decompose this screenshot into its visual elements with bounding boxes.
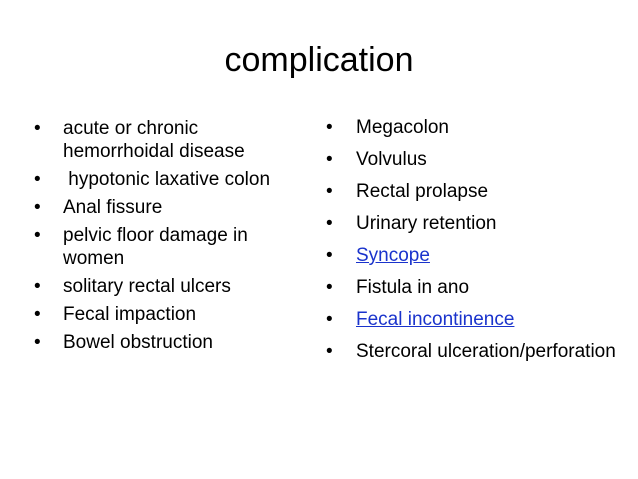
list-item-text: Fecal impaction: [63, 304, 197, 325]
bullet-icon: •: [326, 213, 333, 234]
list-item-text: Rectal prolapse: [356, 181, 489, 202]
list-item: [34, 331, 304, 354]
list-item-text: Urinary retention: [356, 213, 497, 234]
bullet-icon: •: [326, 277, 333, 298]
list-item-text: acute or chronic hemorrhoidal disease: [63, 118, 245, 162]
list-item-text: solitary rectal ulcers: [63, 276, 231, 297]
list-item: [326, 212, 616, 235]
list-item: [34, 275, 304, 298]
bullet-icon: •: [34, 225, 41, 246]
list-item: [326, 148, 616, 171]
list-item: [326, 276, 616, 299]
bullet-icon: •: [326, 341, 333, 362]
list-item: [326, 308, 616, 331]
bullet-icon: •: [34, 169, 41, 190]
list-item: [326, 180, 616, 203]
list-item: [34, 117, 304, 163]
list-item: [326, 244, 616, 267]
bullet-icon: •: [326, 309, 333, 330]
bullet-icon: •: [34, 118, 41, 139]
list-item: [326, 340, 616, 363]
bullet-icon: •: [34, 197, 41, 218]
bullet-icon: •: [34, 332, 41, 353]
syncope-link[interactable]: Syncope: [356, 245, 430, 266]
right-bullet-list: [326, 116, 616, 368]
list-item-text: Bowel obstruction: [63, 332, 213, 353]
list-item-text: pelvic floor damage in women: [63, 225, 248, 269]
list-item: [326, 116, 616, 139]
bullet-icon: •: [34, 304, 41, 325]
list-item-text: Stercoral ulceration/perforation: [356, 341, 616, 362]
list-item-text: hypotonic laxative colon: [63, 169, 271, 190]
bullet-icon: •: [326, 181, 333, 202]
bullet-icon: •: [326, 117, 333, 138]
bullet-icon: •: [326, 245, 333, 266]
list-item: [34, 196, 304, 219]
list-item-text: Anal fissure: [63, 197, 163, 218]
bullet-icon: •: [326, 149, 333, 170]
list-item: [34, 224, 304, 270]
list-item-text: Fistula in ano: [356, 277, 470, 298]
fecal-incontinence-link[interactable]: Fecal incontinence: [356, 309, 515, 330]
left-bullet-list: [34, 117, 304, 359]
list-item-text: Megacolon: [356, 117, 449, 138]
slide-title: complication: [224, 41, 414, 79]
list-item: [34, 168, 304, 191]
list-item-text: Volvulus: [356, 149, 427, 170]
list-item: [34, 303, 304, 326]
bullet-icon: •: [34, 276, 41, 297]
